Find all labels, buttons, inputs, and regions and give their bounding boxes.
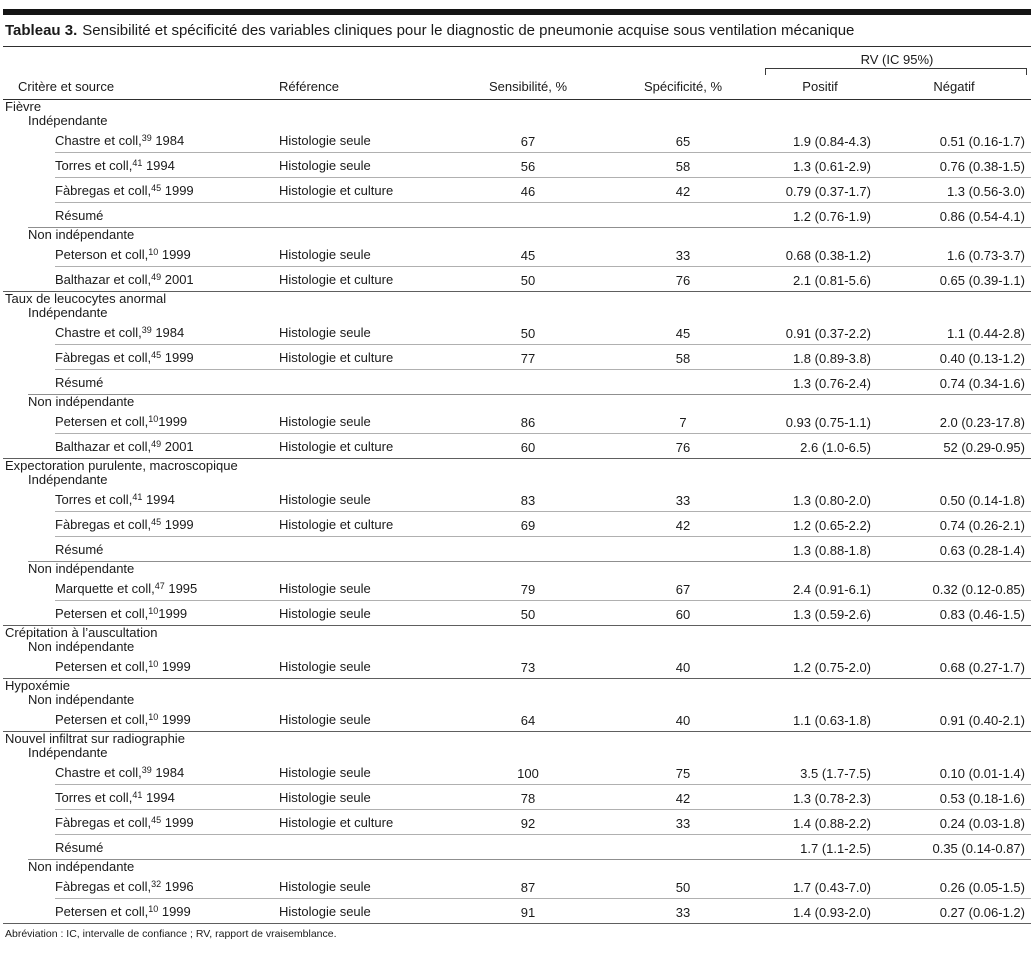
source-year: 1999 [161, 350, 194, 365]
column-headers [3, 47, 1031, 100]
section-label: Expectoration purulente, macroscopique [5, 458, 238, 473]
source-year: 1999 [158, 904, 191, 919]
table-row [3, 835, 1031, 859]
rv-negative-cell: 0.40 (0.13-1.2) [939, 351, 1025, 366]
rv-positive-cell: 1.3 (0.88-1.8) [792, 543, 871, 558]
source-text: Résumé [55, 840, 104, 855]
table-row [3, 760, 1031, 784]
source-superscript: 45 [151, 815, 162, 825]
table-row [3, 345, 1031, 369]
rv-positive-cell: 1.7 (0.43-7.0) [792, 880, 871, 895]
source-superscript: 49 [151, 439, 162, 449]
source-text: Chastre et coll, [55, 133, 142, 148]
rv-positive-cell: 1.2 (0.76-1.9) [792, 209, 871, 224]
table-row [3, 178, 1031, 202]
source-superscript: 10 [148, 606, 159, 616]
sensitivity-cell: 50 [520, 273, 536, 288]
specificity-cell [603, 391, 763, 394]
source-text: Chastre et coll, [55, 765, 142, 780]
rv-positive-cell: 0.68 (0.38-1.2) [785, 248, 871, 263]
table-row [3, 899, 1031, 923]
subsection-label: Indépendante [28, 305, 108, 320]
source-year: 1996 [161, 879, 194, 894]
source-year: 1999 [161, 517, 194, 532]
reference-cell: Histologie seule [279, 879, 371, 894]
specificity-cell: 33 [675, 905, 691, 920]
rv-positive-cell: 3.5 (1.7-7.5) [800, 766, 871, 781]
source-cell [3, 606, 279, 625]
column-header-sensitivity: Sensibilité, % [488, 79, 568, 94]
source-superscript: 10 [148, 712, 159, 722]
rv-negative-cell: 0.32 (0.12-0.85) [932, 582, 1025, 597]
table-row [3, 707, 1031, 731]
specificity-cell: 60 [675, 607, 691, 622]
rv-positive-cell: 1.2 (0.65-2.2) [792, 518, 871, 533]
specificity-cell: 33 [675, 248, 691, 263]
specificity-cell: 58 [675, 351, 691, 366]
rv-positive-cell: 1.1 (0.63-1.8) [792, 713, 871, 728]
specificity-cell [603, 558, 763, 561]
subsection-label: Non indépendante [28, 639, 135, 654]
source-text: Petersen et coll, [55, 712, 149, 727]
source-cell [3, 581, 279, 600]
source-cell [3, 765, 279, 784]
source-text: Petersen et coll, [55, 659, 149, 674]
source-superscript: 49 [151, 272, 162, 282]
table-row [3, 874, 1031, 898]
table-row [3, 512, 1031, 536]
sensitivity-cell: 56 [520, 159, 536, 174]
sensitivity-cell: 79 [520, 582, 536, 597]
rv-positive-cell: 1.4 (0.93-2.0) [792, 905, 871, 920]
source-superscript: 39 [141, 133, 152, 143]
source-cell [3, 517, 279, 536]
source-text: Torres et coll, [55, 492, 133, 507]
footnote: Abréviation : IC, intervalle de confiance ; RV, rapport de vraisemblance. [5, 928, 337, 940]
rv-negative-cell: 52 (0.29-0.95) [943, 440, 1025, 455]
source-superscript: 45 [151, 517, 162, 527]
reference-cell: Histologie seule [279, 659, 371, 674]
reference-cell: Histologie seule [279, 712, 371, 727]
sensitivity-cell: 92 [520, 816, 536, 831]
rv-positive-cell: 1.3 (0.61-2.9) [792, 159, 871, 174]
source-superscript: 10 [148, 247, 159, 257]
rv-positive-cell: 1.2 (0.75-2.0) [792, 660, 871, 675]
source-cell [3, 439, 279, 458]
source-superscript: 10 [148, 904, 159, 914]
specificity-cell: 67 [675, 582, 691, 597]
reference-cell [279, 855, 453, 859]
source-text: Fàbregas et coll, [55, 517, 152, 532]
table-row [3, 242, 1031, 266]
source-text: Fàbregas et coll, [55, 183, 152, 198]
sensitivity-cell: 46 [520, 184, 536, 199]
reference-cell: Histologie seule [279, 790, 371, 805]
source-text: Balthazar et coll, [55, 439, 152, 454]
sensitivity-cell: 60 [520, 440, 536, 455]
rv-negative-cell: 0.50 (0.14-1.8) [939, 493, 1025, 508]
column-header-specificity: Spécificité, % [643, 79, 723, 94]
rv-positive-cell: 1.4 (0.88-2.2) [792, 816, 871, 831]
rv-negative-cell: 2.0 (0.23-17.8) [939, 415, 1025, 430]
source-year: 1994 [142, 492, 175, 507]
rv-positive-cell: 0.91 (0.37-2.2) [785, 326, 871, 341]
specificity-cell: 7 [679, 415, 687, 430]
source-cell [3, 272, 279, 291]
source-year: 1984 [151, 325, 185, 340]
sensitivity-cell: 86 [520, 415, 536, 430]
rv-positive-cell: 1.8 (0.89-3.8) [792, 351, 871, 366]
reference-cell: Histologie seule [279, 133, 371, 148]
table-number: Tableau 3. [5, 22, 78, 39]
table-row [3, 576, 1031, 600]
table-row [3, 128, 1031, 152]
source-text: Marquette et coll, [55, 581, 155, 596]
sensitivity-cell [453, 558, 603, 561]
specificity-cell: 40 [675, 713, 691, 728]
subsection-label: Non indépendante [28, 692, 135, 707]
source-cell [3, 208, 279, 227]
rv-positive-cell: 1.3 (0.76-2.4) [792, 376, 871, 391]
table-row [3, 487, 1031, 511]
sensitivity-cell: 91 [520, 905, 536, 920]
reference-cell: Histologie et culture [279, 439, 394, 454]
section-label: Taux de leucocytes anormal [5, 291, 167, 306]
subsection-label: Non indépendante [28, 859, 135, 874]
subsection-label: Non indépendante [28, 394, 135, 409]
sensitivity-cell [453, 391, 603, 394]
source-cell [3, 492, 279, 511]
rv-positive-cell: 2.1 (0.81-5.6) [792, 273, 871, 288]
reference-cell: Histologie et culture [279, 183, 394, 198]
table-row [3, 203, 1031, 227]
source-text: Fàbregas et coll, [55, 815, 152, 830]
table-row [3, 409, 1031, 433]
reference-cell [279, 390, 453, 394]
rv-negative-cell: 0.24 (0.03-1.8) [939, 816, 1025, 831]
specificity-cell: 42 [675, 518, 691, 533]
source-superscript: 32 [151, 879, 162, 889]
sensitivity-cell: 50 [520, 326, 536, 341]
reference-cell: Histologie et culture [279, 350, 394, 365]
source-superscript: 10 [148, 659, 159, 669]
rv-negative-cell: 0.68 (0.27-1.7) [939, 660, 1025, 675]
rv-negative-cell: 0.10 (0.01-1.4) [939, 766, 1025, 781]
sensitivity-cell: 78 [520, 791, 536, 806]
source-cell [3, 542, 279, 561]
source-cell [3, 815, 279, 834]
specificity-cell: 58 [675, 159, 691, 174]
source-year: 2001 [161, 439, 194, 454]
sensitivity-cell: 77 [520, 351, 536, 366]
source-year: 2001 [161, 272, 194, 287]
specificity-cell: 76 [675, 273, 691, 288]
reference-cell: Histologie et culture [279, 272, 394, 287]
sensitivity-cell: 64 [520, 713, 536, 728]
rv-positive-cell: 1.3 (0.80-2.0) [792, 493, 871, 508]
rv-negative-cell: 0.74 (0.26-2.1) [939, 518, 1025, 533]
sensitivity-cell [453, 224, 603, 227]
rv-positive-cell: 1.3 (0.78-2.3) [792, 791, 871, 806]
specificity-cell: 33 [675, 493, 691, 508]
rv-positive-cell: 1.3 (0.59-2.6) [792, 607, 871, 622]
reference-cell: Histologie seule [279, 765, 371, 780]
specificity-cell: 75 [675, 766, 691, 781]
rv-positive-cell: 0.79 (0.37-1.7) [785, 184, 871, 199]
specificity-cell: 33 [675, 816, 691, 831]
specificity-cell: 40 [675, 660, 691, 675]
rv-group-header: RV (IC 95%) [860, 52, 934, 67]
sensitivity-cell: 50 [520, 607, 536, 622]
reference-cell: Histologie seule [279, 581, 371, 596]
specificity-cell: 42 [675, 791, 691, 806]
source-cell [3, 325, 279, 344]
specificity-cell: 45 [675, 326, 691, 341]
reference-cell: Histologie seule [279, 247, 371, 262]
source-text: Fàbregas et coll, [55, 879, 152, 894]
rv-negative-cell: 1.3 (0.56-3.0) [946, 184, 1025, 199]
rv-negative-cell: 1.6 (0.73-3.7) [946, 248, 1025, 263]
source-text: Résumé [55, 375, 104, 390]
source-text: Petersen et coll, [55, 414, 149, 429]
source-year: 1984 [151, 765, 185, 780]
table-title: Sensibilité et spécificité des variables cliniques pour le diagnostic de pneumonie acquise sous ventilation mécanique [82, 22, 855, 39]
reference-cell [279, 557, 453, 561]
section-label: Nouvel infiltrat sur radiographie [5, 731, 185, 746]
table-row [3, 785, 1031, 809]
source-year: 1999 [158, 247, 191, 262]
source-year: 1995 [164, 581, 198, 596]
table-row [3, 537, 1031, 561]
source-text: Chastre et coll, [55, 325, 142, 340]
source-text: Petersen et coll, [55, 904, 149, 919]
rv-negative-cell: 0.91 (0.40-2.1) [939, 713, 1025, 728]
table-row [3, 153, 1031, 177]
rv-negative-cell: 0.86 (0.54-4.1) [939, 209, 1025, 224]
column-header-reference: Référence [279, 79, 339, 94]
source-year: 1999 [158, 712, 191, 727]
subsection-label: Non indépendante [28, 561, 135, 576]
source-text: Torres et coll, [55, 790, 133, 805]
source-cell [3, 904, 279, 923]
source-text: Torres et coll, [55, 158, 133, 173]
section-label: Hypoxémie [5, 678, 71, 693]
source-cell [3, 414, 279, 433]
subsection-label: Indépendante [28, 113, 108, 128]
rv-negative-cell: 0.76 (0.38-1.5) [939, 159, 1025, 174]
source-cell [3, 375, 279, 394]
rv-negative-cell: 0.27 (0.06-1.2) [939, 905, 1025, 920]
source-superscript: 45 [151, 183, 162, 193]
rv-negative-cell: 1.1 (0.44-2.8) [946, 326, 1025, 341]
source-year: 1999 [161, 183, 194, 198]
source-text: Petersen et coll, [55, 606, 149, 621]
subsection-label: Indépendante [28, 745, 108, 760]
section-label: Fièvre [5, 99, 42, 114]
sensitivity-cell: 45 [520, 248, 536, 263]
table-row [3, 654, 1031, 678]
rv-negative-cell: 0.74 (0.34-1.6) [939, 376, 1025, 391]
specificity-cell: 50 [675, 880, 691, 895]
table-row [3, 370, 1031, 394]
section-label: Crépitation à l’auscultation [5, 625, 158, 640]
sensitivity-cell: 83 [520, 493, 536, 508]
source-cell [3, 840, 279, 859]
source-cell [3, 133, 279, 152]
reference-cell: Histologie et culture [279, 815, 394, 830]
source-superscript: 45 [151, 350, 162, 360]
source-year: 1984 [151, 133, 185, 148]
reference-cell: Histologie seule [279, 904, 371, 919]
reference-cell: Histologie seule [279, 325, 371, 340]
source-superscript: 41 [132, 492, 143, 502]
source-superscript: 41 [132, 158, 143, 168]
source-cell [3, 247, 279, 266]
sensitivity-cell: 87 [520, 880, 536, 895]
reference-cell [279, 223, 453, 227]
sensitivity-cell: 69 [520, 518, 536, 533]
reference-cell: Histologie seule [279, 414, 371, 429]
sensitivity-cell: 67 [520, 134, 536, 149]
source-superscript: 41 [132, 790, 143, 800]
rv-negative-cell: 0.65 (0.39-1.1) [939, 273, 1025, 288]
rv-negative-cell: 0.35 (0.14-0.87) [932, 841, 1025, 856]
rv-positive-cell: 2.6 (1.0-6.5) [800, 440, 871, 455]
rv-positive-cell: 0.93 (0.75-1.1) [785, 415, 871, 430]
source-cell [3, 350, 279, 369]
source-year: 1999 [158, 414, 188, 429]
source-superscript: 39 [141, 765, 152, 775]
specificity-cell [603, 224, 763, 227]
rv-positive-cell: 2.4 (0.91-6.1) [792, 582, 871, 597]
source-text: Résumé [55, 208, 104, 223]
source-year: 1999 [158, 659, 191, 674]
source-year: 1999 [161, 815, 194, 830]
column-header-criterion: Critère et source [18, 79, 115, 94]
sensitivity-cell: 73 [520, 660, 536, 675]
table-body [3, 100, 1031, 924]
rv-positive-cell: 1.7 (1.1-2.5) [800, 841, 871, 856]
specificity-cell [603, 856, 763, 859]
source-superscript: 47 [154, 581, 165, 591]
rv-bracket [765, 68, 1027, 75]
source-cell [3, 712, 279, 731]
table-row [3, 434, 1031, 458]
source-year: 1994 [142, 790, 175, 805]
reference-cell: Histologie seule [279, 492, 371, 507]
specificity-cell: 65 [675, 134, 691, 149]
source-text: Résumé [55, 542, 104, 557]
source-cell [3, 879, 279, 898]
source-cell [3, 659, 279, 678]
source-text: Balthazar et coll, [55, 272, 152, 287]
column-header-rv-positive: Positif [802, 79, 838, 94]
column-header-rv-negative: Négatif [933, 79, 975, 94]
rv-negative-cell: 0.53 (0.18-1.6) [939, 791, 1025, 806]
sensitivity-cell: 100 [517, 766, 539, 781]
rv-negative-cell: 0.51 (0.16-1.7) [939, 134, 1025, 149]
source-text: Peterson et coll, [55, 247, 149, 262]
table-row [3, 320, 1031, 344]
source-cell [3, 158, 279, 177]
table-row [3, 267, 1031, 291]
sensitivity-cell [453, 856, 603, 859]
source-text: Fàbregas et coll, [55, 350, 152, 365]
paper-table-page [0, 9, 1034, 941]
reference-cell: Histologie seule [279, 158, 371, 173]
source-superscript: 39 [141, 325, 152, 335]
rv-positive-cell: 1.9 (0.84-4.3) [792, 134, 871, 149]
rv-negative-cell: 0.63 (0.28-1.4) [939, 543, 1025, 558]
source-year: 1999 [158, 606, 188, 621]
reference-cell: Histologie seule [279, 606, 371, 621]
rv-negative-cell: 0.83 (0.46-1.5) [939, 607, 1025, 622]
rv-negative-cell: 0.26 (0.05-1.5) [939, 880, 1025, 895]
specificity-cell: 42 [675, 184, 691, 199]
table-row [3, 601, 1031, 625]
specificity-cell: 76 [675, 440, 691, 455]
subsection-label: Non indépendante [28, 227, 135, 242]
table-row [3, 810, 1031, 834]
source-cell [3, 183, 279, 202]
table-title-row [3, 15, 1031, 47]
source-cell [3, 790, 279, 809]
source-superscript: 10 [148, 414, 159, 424]
source-year: 1994 [142, 158, 175, 173]
reference-cell: Histologie et culture [279, 517, 394, 532]
subsection-label: Indépendante [28, 472, 108, 487]
